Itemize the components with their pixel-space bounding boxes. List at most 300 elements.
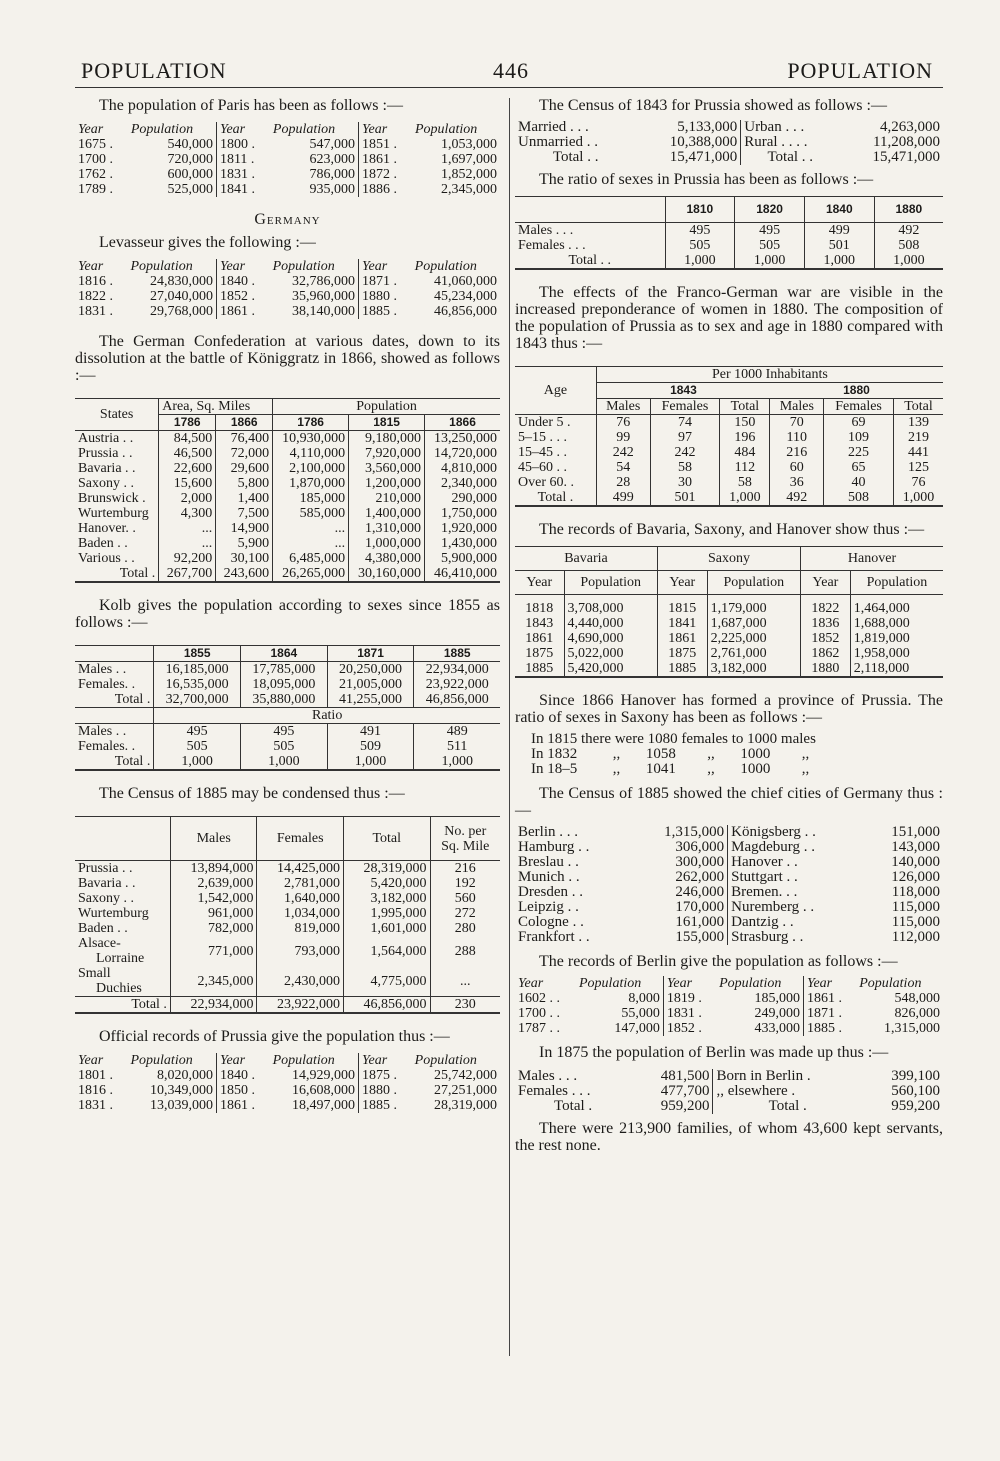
- table-cell: 1,200,000: [349, 476, 425, 491]
- table-cell: 219: [893, 430, 943, 445]
- table-cell: In 1815 there were 1080 females to 1000 males: [531, 731, 816, 747]
- table-cell: 1871 .: [359, 274, 412, 289]
- table-cell: 110: [770, 430, 824, 445]
- table-cell: Cologne . .: [518, 914, 584, 930]
- table-cell: 1840 .: [216, 1068, 269, 1083]
- table-cell: 501: [650, 490, 720, 506]
- table-cell: 499: [596, 490, 650, 506]
- table-cell: 45–60 . .: [518, 460, 567, 475]
- table-cell: 46,856,000: [343, 997, 430, 1014]
- column-header: Year: [803, 976, 856, 991]
- berlin1875-table: [515, 1069, 943, 1114]
- confederation-intro: The German Confederation at various dates, down to its dissolution at the battle of Königgratz in 1866, showed as follows :—: [75, 333, 500, 384]
- table-cell: 1700 . .: [518, 1006, 560, 1021]
- table-cell: 1819 .: [663, 991, 716, 1006]
- table-cell: 24,830,000: [149, 274, 213, 289]
- table-cell: 2,340,000: [425, 476, 500, 491]
- table-row tot: [515, 150, 943, 165]
- table-cell: Prussia . .: [78, 446, 133, 461]
- table-cell: 484: [720, 445, 770, 460]
- table-cell: 1,000: [154, 754, 241, 770]
- table-cell: 1,000: [241, 754, 328, 770]
- column-header: Ratio: [154, 708, 500, 724]
- table-cell: 262,000: [675, 869, 725, 885]
- table-row: [515, 1069, 943, 1084]
- table-row: [515, 238, 943, 253]
- table-cell: 46,410,000: [425, 566, 500, 582]
- table-cell: 1,000: [893, 490, 943, 506]
- prussia-official-table: [75, 1053, 500, 1113]
- column-header: Year: [216, 259, 269, 274]
- table-row: [75, 1098, 500, 1113]
- table-cell: Königsberg . .: [728, 825, 863, 840]
- table-row: [75, 304, 500, 319]
- table-cell: 35,960,000: [292, 289, 356, 304]
- table-row: [515, 915, 943, 930]
- table-cell: 1822: [801, 595, 851, 617]
- table-cell: Baden . .: [78, 921, 128, 936]
- table-row: [515, 445, 943, 460]
- table-cell: 1850 .: [216, 1083, 269, 1098]
- table-cell: 1800 .: [216, 137, 269, 152]
- table-cell: 5–15 . . .: [518, 430, 567, 445]
- table-cell: Hamburg . .: [518, 839, 590, 855]
- table-header: [515, 197, 943, 223]
- table-cell: ...: [159, 521, 216, 536]
- table-cell: 4,440,000: [564, 616, 657, 631]
- region-label: [75, 966, 170, 997]
- table-cell: Under 5 .: [518, 415, 571, 430]
- kolb-intro: Kolb gives the population according to sexes since 1855 as follows :—: [75, 597, 500, 631]
- column-header: Population: [850, 571, 943, 595]
- table-cell: 32,786,000: [292, 274, 356, 289]
- table-cell: 509: [327, 739, 414, 754]
- table-cell: 243,600: [216, 566, 273, 582]
- table-row: [75, 461, 500, 476]
- column-header: Bavaria: [564, 551, 608, 566]
- table-cell: 961,000: [170, 906, 257, 921]
- table-cell: 1816 .: [78, 1083, 113, 1098]
- table-cell: 771,000: [170, 936, 257, 966]
- table-cell: 540,000: [167, 137, 213, 152]
- header-right: POPULATION: [787, 58, 933, 83]
- table-cell: 1,000: [327, 754, 414, 770]
- table-cell: 26,265,000: [273, 566, 349, 582]
- table-row tot: [515, 490, 943, 506]
- table-row: [515, 616, 943, 631]
- table-cell: 1,400,000: [349, 506, 425, 521]
- column-header: 1843: [596, 383, 770, 399]
- table-cell: Wurtemburg: [78, 906, 149, 921]
- column-header: Population: [273, 399, 500, 415]
- table-cell: 2,100,000: [273, 461, 349, 476]
- table-row tot: [515, 253, 943, 269]
- table-cell: 14,900: [216, 521, 273, 536]
- table-cell: 501: [804, 238, 874, 253]
- table-cell: 477,700: [660, 1083, 710, 1099]
- table-cell: 499: [804, 223, 874, 239]
- region-label-line2: Lorraine: [96, 951, 145, 966]
- table-cell: 1,640,000: [257, 891, 344, 906]
- table-cell: 32,700,000: [154, 692, 241, 708]
- table-cell: Strasburg . .: [728, 930, 863, 945]
- column-header: Hanover: [801, 547, 943, 571]
- table-cell: 793,000: [257, 936, 344, 966]
- table-cell: 1058: [645, 746, 676, 762]
- table-cell: 1885 .: [359, 304, 412, 319]
- column-header: Year: [78, 259, 104, 274]
- column-header: Age: [543, 383, 568, 398]
- table-row: [515, 732, 819, 747]
- confederation-table: [75, 398, 500, 583]
- table-cell: 11,208,000: [873, 134, 940, 150]
- table-cell: 1,000: [414, 754, 500, 770]
- column-header: Year: [526, 575, 553, 590]
- region-label-line2: Duchies: [96, 981, 142, 996]
- table-cell: Bavaria . .: [78, 876, 136, 891]
- table-cell: 505: [735, 238, 805, 253]
- table-cell: 508: [824, 490, 894, 506]
- table-cell: 97: [650, 430, 720, 445]
- table-cell: 15,471,000: [872, 149, 940, 165]
- table-cell: 5,800: [216, 476, 273, 491]
- table-cell: 786,000: [309, 167, 356, 182]
- table-cell: 1871 .: [803, 1006, 856, 1021]
- table-cell: 1,819,000: [850, 631, 943, 646]
- table-cell: 22,600: [159, 461, 216, 476]
- table-cell: 1,310,000: [349, 521, 425, 536]
- table-cell: 1700 .: [78, 152, 113, 167]
- column-header: Population: [272, 122, 336, 137]
- column-header: Males: [770, 399, 824, 415]
- table-row: [75, 491, 500, 506]
- prussia-official-intro: Official records of Prussia give the population thus :—: [99, 1028, 450, 1045]
- table-cell: 2,761,000: [707, 646, 800, 661]
- table-cell: 1841 .: [216, 182, 269, 197]
- left-column: [75, 97, 500, 1113]
- table-row: [75, 921, 500, 936]
- table-cell: 4,810,000: [425, 461, 500, 476]
- table-cell: 225: [824, 445, 894, 460]
- column-header: 1855: [154, 646, 241, 662]
- table-cell: 76: [893, 475, 943, 490]
- table-cell: 112: [720, 460, 770, 475]
- table-cell: Dresden . .: [518, 884, 583, 900]
- table-cell: Nuremberg . .: [728, 900, 863, 915]
- table-cell: 150: [720, 415, 770, 431]
- table-cell: 21,005,000: [327, 677, 414, 692]
- table-row: [75, 724, 500, 740]
- table-cell: 492: [874, 223, 943, 239]
- column-header: Population: [415, 122, 478, 137]
- records-table: [515, 546, 943, 678]
- table-row: [75, 891, 500, 906]
- table-cell: 4,690,000: [564, 631, 657, 646]
- table-cell: 1885 .: [359, 1098, 412, 1113]
- table-cell: ,,: [612, 761, 621, 777]
- column-header: 1864: [241, 646, 328, 662]
- table-row: [515, 825, 943, 840]
- table-cell: 1861 .: [216, 304, 269, 319]
- column-header: 1866: [425, 415, 500, 431]
- table-cell: 65: [824, 460, 894, 475]
- table-header: [75, 1053, 500, 1068]
- table-header: [515, 571, 943, 595]
- table-cell: 399,100: [891, 1068, 940, 1084]
- table-cell: 28: [596, 475, 650, 490]
- sexratio-table: [515, 196, 943, 270]
- column-header: 1885: [414, 646, 500, 662]
- column-header: 1815: [349, 415, 425, 431]
- table-cell: 2,639,000: [170, 876, 257, 891]
- table-cell: 1861 .: [803, 991, 856, 1006]
- saxony-ratio-table: [515, 732, 819, 777]
- table-row: [75, 521, 500, 536]
- right-column: [515, 97, 943, 1154]
- table-cell: 1862: [801, 646, 851, 661]
- column-header: Year: [216, 1053, 269, 1068]
- table-cell: 1886 .: [359, 182, 412, 197]
- table-cell: 1,564,000: [343, 936, 430, 966]
- table-cell: 8,000: [628, 991, 660, 1006]
- table-cell: 3,708,000: [564, 595, 657, 617]
- table-cell: 1875: [657, 646, 707, 661]
- empty-cell: [75, 646, 154, 662]
- table-cell: 1000: [740, 746, 771, 762]
- table-cell: 170,000: [675, 899, 725, 915]
- table-cell: 46,856,000: [434, 304, 497, 319]
- table-cell: 9,180,000: [349, 431, 425, 447]
- table-cell: 1,179,000: [707, 595, 800, 617]
- region-label-line1: Small: [78, 966, 111, 981]
- table-cell: 15,600: [159, 476, 216, 491]
- table-cell: ,,: [612, 746, 621, 762]
- table-cell: 41,255,000: [327, 692, 414, 708]
- table-cell: 1831 .: [216, 167, 269, 182]
- table-cell: Males . . .: [518, 223, 574, 238]
- table-row: [515, 870, 943, 885]
- table-row: [75, 739, 500, 754]
- table-cell: 1,034,000: [257, 906, 344, 921]
- sexratio-intro: The ratio of sexes in Prussia has been as follows :—: [539, 171, 874, 188]
- table-cell: Females. .: [78, 677, 136, 692]
- table-cell: Born in Berlin .: [713, 1069, 862, 1084]
- table-row: [515, 595, 943, 617]
- table-cell: 1,000: [874, 253, 943, 269]
- table-cell: 5,420,000: [343, 876, 430, 891]
- table-cell: 1885: [657, 661, 707, 677]
- table-cell: Females . . .: [518, 238, 586, 253]
- table-row: [75, 662, 500, 678]
- table-cell: 1,601,000: [343, 921, 430, 936]
- table-cell: 20,250,000: [327, 662, 414, 678]
- table-cell: 623,000: [309, 152, 356, 167]
- table-cell: 1,000: [735, 253, 805, 269]
- table-cell: 1811 .: [216, 152, 269, 167]
- table-header: [515, 367, 943, 383]
- table-cell: 30: [650, 475, 720, 490]
- census1843-intro: The Census of 1843 for Prussia showed as follows :—: [539, 97, 887, 114]
- table-cell: 1,400: [216, 491, 273, 506]
- table-cell: 84,500: [159, 431, 216, 447]
- table-cell: 1861: [657, 631, 707, 646]
- table-row: [515, 460, 943, 475]
- table-row: [515, 135, 943, 150]
- table-cell: 246,000: [675, 884, 725, 900]
- table-cell: 1880 .: [359, 1083, 412, 1098]
- table-cell: 155,000: [675, 929, 725, 945]
- table-cell: 495: [665, 223, 735, 239]
- table-cell: 115,000: [891, 914, 940, 930]
- table-cell: 5,133,000: [677, 119, 738, 135]
- table-cell: 1875: [525, 646, 554, 661]
- empty-cell: [75, 817, 170, 861]
- column-header: 1786: [159, 415, 216, 431]
- table-cell: Brunswick .: [78, 491, 146, 506]
- table-cell: 4,263,000: [880, 119, 940, 135]
- table-cell: 1,688,000: [850, 616, 943, 631]
- table-cell: 13,250,000: [425, 431, 500, 447]
- column-header: Year: [78, 1053, 104, 1068]
- column-header: Year: [518, 976, 544, 991]
- table-cell: 14,425,000: [257, 861, 344, 877]
- table-cell: 290,000: [425, 491, 500, 506]
- column-header: 1840: [804, 197, 874, 223]
- table-row: [515, 1084, 943, 1099]
- kolb-table: [75, 645, 500, 771]
- table-cell: 99: [596, 430, 650, 445]
- table-cell: 1,750,000: [425, 506, 500, 521]
- column-header: Population: [719, 976, 782, 991]
- table-cell: 4,380,000: [349, 551, 425, 566]
- table-cell: 1818: [525, 601, 554, 616]
- table-row: [515, 1006, 943, 1021]
- table-cell: Males . .: [78, 662, 127, 677]
- table-cell: 58: [650, 460, 720, 475]
- table-cell: 143,000: [891, 839, 940, 855]
- table-cell: 1840 .: [216, 274, 269, 289]
- table-cell: 3,182,000: [707, 661, 800, 677]
- records-intro: The records of Bavaria, Saxony, and Hanover show thus :—: [539, 521, 925, 538]
- table-cell: 511: [414, 739, 500, 754]
- table-cell: 1,995,000: [343, 906, 430, 921]
- table-row: [75, 536, 500, 551]
- table-cell: 1,430,000: [425, 536, 500, 551]
- table-cell: 30,100: [216, 551, 273, 566]
- table-cell: 495: [154, 724, 241, 740]
- table-cell: 1875 .: [359, 1068, 412, 1083]
- table-cell: 230: [430, 997, 500, 1014]
- table-cell: 151,000: [891, 824, 940, 840]
- berlin-table: [515, 976, 943, 1036]
- table-cell: 1861 .: [359, 152, 412, 167]
- table-cell: 74: [650, 415, 720, 431]
- table-cell: 216: [770, 445, 824, 460]
- table-row: [515, 120, 943, 135]
- table-cell: 14,720,000: [425, 446, 500, 461]
- table-cell: 505: [241, 739, 328, 754]
- table-cell: 1762 .: [78, 167, 113, 182]
- table-cell: 1836: [801, 616, 851, 631]
- table-cell: 441: [893, 445, 943, 460]
- table-cell: Saxony . .: [78, 891, 134, 906]
- table-cell: 492: [770, 490, 824, 506]
- table-cell: 1,000: [804, 253, 874, 269]
- table-cell: 10,388,000: [669, 134, 738, 150]
- table-cell: 959,200: [891, 1098, 940, 1114]
- table-row: [515, 415, 943, 431]
- table-cell: Breslau . .: [518, 854, 579, 870]
- table-cell: 45,234,000: [434, 289, 497, 304]
- table-cell: 2,225,000: [707, 631, 800, 646]
- table-cell: 548,000: [894, 991, 940, 1006]
- age-table: [515, 366, 943, 507]
- column-header: 1820: [735, 197, 805, 223]
- table-cell: 2,118,000: [850, 661, 943, 677]
- table-row: [75, 506, 500, 521]
- column-header: States: [99, 407, 134, 422]
- table-cell: 959,200: [660, 1098, 710, 1114]
- table-cell: Leipzig . .: [518, 899, 579, 915]
- table-cell: 125: [893, 460, 943, 475]
- table-cell: 1,464,000: [850, 595, 943, 617]
- table-cell: Rural . . . .: [741, 135, 840, 150]
- column-header: Population: [859, 976, 922, 991]
- table-cell: 2,781,000: [257, 876, 344, 891]
- column-header: Year: [801, 571, 851, 595]
- table-cell: 16,185,000: [154, 662, 241, 678]
- table-row tot: [75, 754, 500, 770]
- table-cell: 18,095,000: [241, 677, 328, 692]
- table-row: [515, 900, 943, 915]
- table-cell: 720,000: [167, 152, 213, 167]
- column-header: 1880: [874, 197, 943, 223]
- table-cell: 1852: [801, 631, 851, 646]
- table-row: [515, 223, 943, 239]
- table-cell: 27,251,000: [434, 1083, 497, 1098]
- region-label-line1: Alsace-: [78, 936, 121, 951]
- table-cell: 22,934,000: [414, 662, 500, 678]
- table-row: [515, 747, 819, 762]
- table-cell: Total .: [554, 1098, 593, 1114]
- table-cell: Urban . . .: [741, 120, 840, 135]
- levasseur-table: [75, 259, 500, 319]
- table-cell: 2,345,000: [441, 182, 497, 197]
- table-cell: 54: [596, 460, 650, 475]
- table-cell: 46,856,000: [414, 692, 500, 708]
- table-cell: 1815: [657, 595, 707, 617]
- column-header: 1810: [665, 197, 735, 223]
- table-cell: 1,000: [665, 253, 735, 269]
- table-cell: ,,: [707, 746, 715, 762]
- table-cell: 1801 .: [78, 1068, 113, 1083]
- table-cell: 489: [414, 724, 500, 740]
- column-header: Population: [564, 571, 657, 595]
- table-header: [75, 122, 500, 137]
- table-cell: 2,430,000: [257, 966, 344, 997]
- table-row: [75, 182, 500, 197]
- column-header: Population: [130, 1053, 193, 1068]
- table-cell: 1789 .: [78, 182, 113, 197]
- table-row tot: [515, 1099, 943, 1114]
- table-cell: 1,958,000: [850, 646, 943, 661]
- table-cell: 819,000: [257, 921, 344, 936]
- table-cell: 1852 .: [663, 1021, 716, 1036]
- table-cell: 69: [824, 415, 894, 431]
- table-cell: 13,039,000: [149, 1098, 213, 1113]
- table-cell: 935,000: [309, 182, 356, 197]
- table-cell: 1885: [525, 661, 554, 676]
